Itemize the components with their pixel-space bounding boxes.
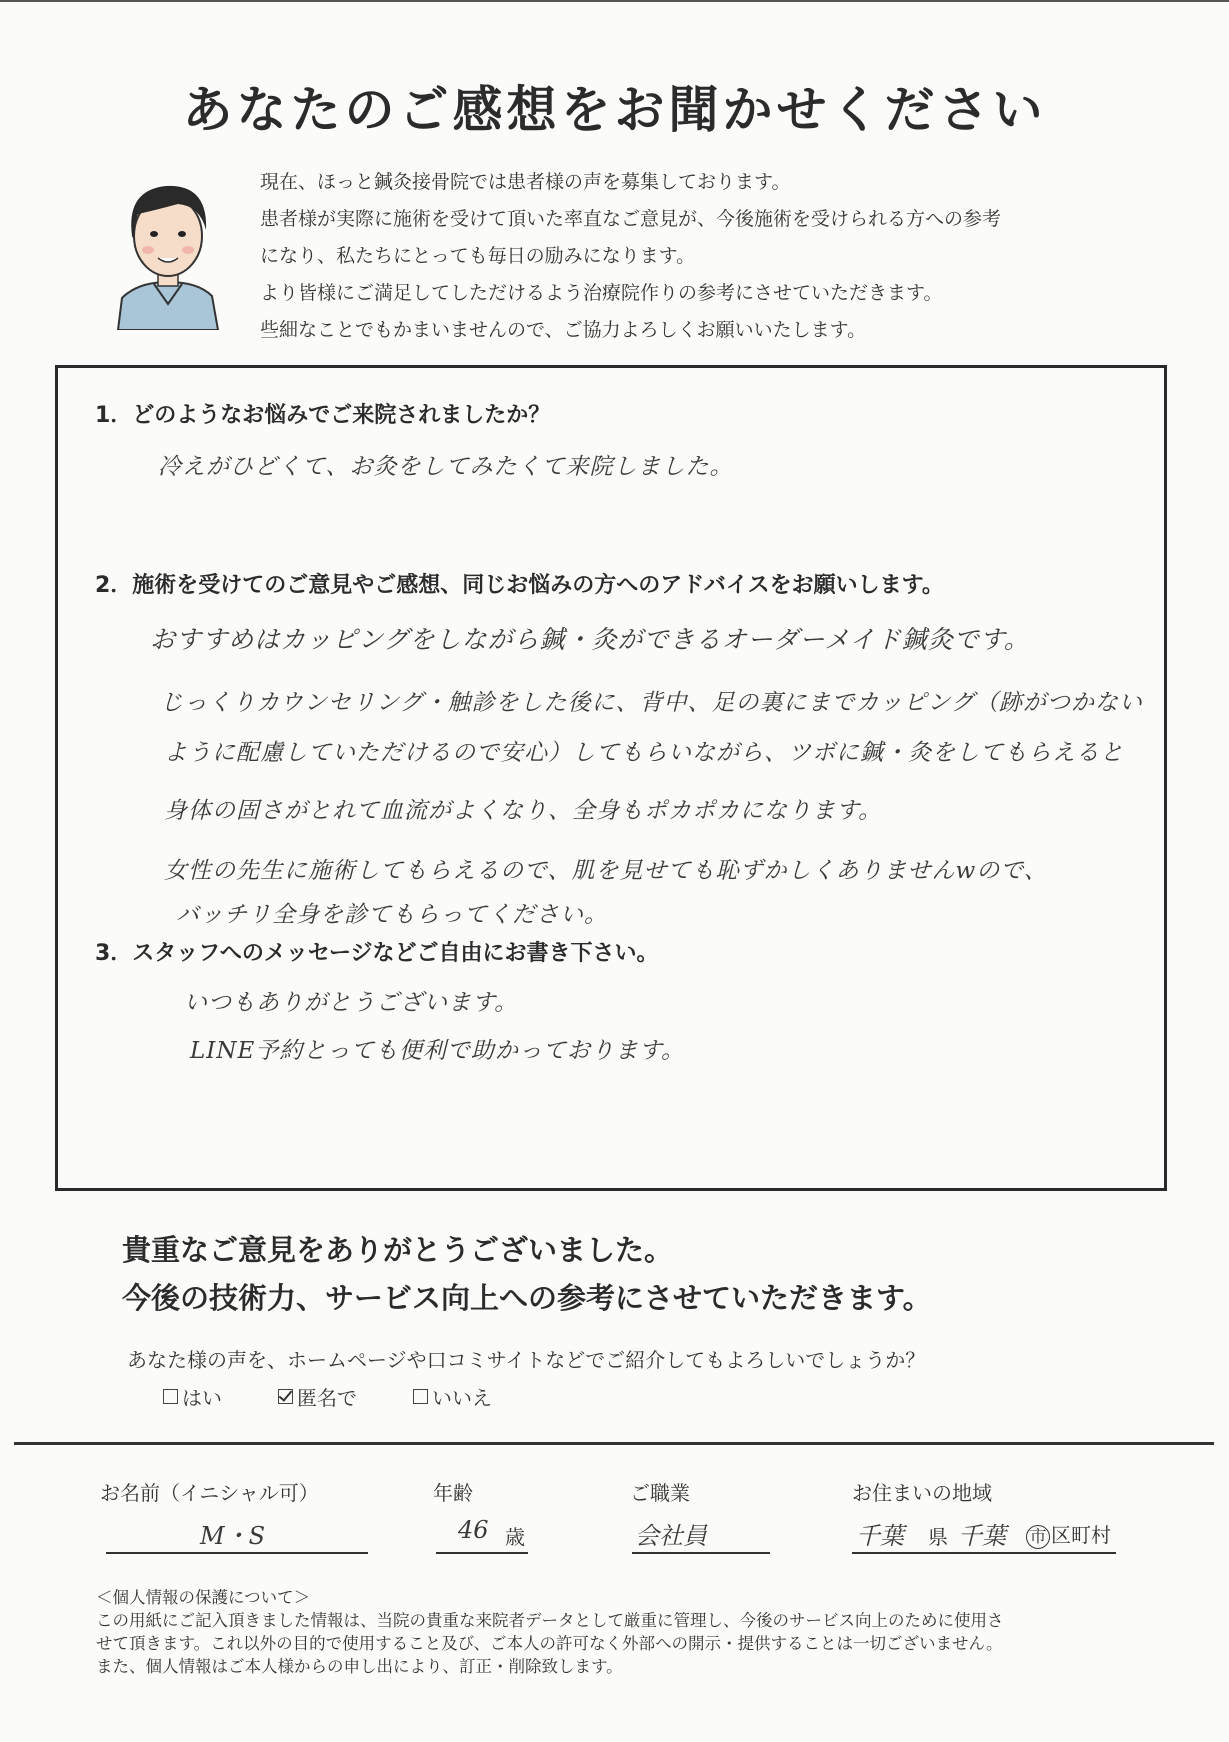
- question-2: 2．施術を受けてのご意見やご感想、同じお悩みの方へのアドバイスをお願いします。: [95, 573, 944, 598]
- answer-2-line: おすすめはカッピングをしながら鍼・灸ができるオーダーメイド鍼灸です。: [150, 625, 1030, 654]
- answer-2-line: 女性の先生に施術してもらえるので、肌を見せても恥ずかしくありませんwので、: [164, 858, 1048, 884]
- questions-box: [55, 365, 1167, 1191]
- intro-line: 些細なことでもかまいませんので、ご協力よろしくお願いいたします。: [260, 319, 867, 341]
- consent-option-label: 匿名で: [297, 1386, 357, 1410]
- checkbox-icon[interactable]: [163, 1389, 178, 1404]
- thanks-line: 貴重なご意見をありがとうございました。: [122, 1233, 674, 1267]
- consent-question: あなた様の声を、ホームページや口コミサイトなどでご紹介してもよろしいでしょうか？: [127, 1348, 926, 1372]
- area-label: お住まいの地域: [852, 1481, 992, 1505]
- intro-line: より皆様にご満足してしただけるよう治療院作りの参考にさせていただきます。: [260, 282, 943, 304]
- age-unit: 歳: [505, 1525, 525, 1549]
- staff-avatar-icon: [108, 170, 228, 330]
- intro-line: 患者様が実際に施術を受けて頂いた率直なご意見が、今後施術を受けられる方への参考: [260, 208, 1002, 230]
- intro-text: [260, 164, 1160, 349]
- consent-option-label: いいえ: [432, 1386, 492, 1410]
- answer-1-line: 冷えがひどくて、お灸をしてみたくて来院しました。: [158, 454, 734, 480]
- answer-3-line: LINE予約とっても便利で助かっております。: [190, 1038, 685, 1064]
- question-3: 3．スタッフへのメッセージなどご自由にお書き下さい。: [95, 941, 659, 966]
- city-field[interactable]: 千葉: [958, 1522, 1006, 1550]
- consent-option-label: はい: [182, 1386, 222, 1410]
- answer-2-line: じっくりカウンセリング・触診をした後に、背中、足の裏にまでカッピング（跡がつかない: [160, 690, 1143, 716]
- answer-2-line: バッチリ全身を診てもらってください。: [176, 902, 608, 928]
- answer-2-line: ように配慮していただけるので安心）してもらいながら、ツボに鍼・灸をしてもらえると: [164, 740, 1124, 766]
- prefecture-unit: 県: [928, 1525, 948, 1549]
- intro-line: になり、私たちにとっても毎日の励みになります。: [260, 245, 696, 267]
- name-label: お名前（イニシャル可）: [100, 1481, 319, 1505]
- age-label: 年齢: [433, 1481, 473, 1505]
- privacy-line: せて頂きます。これ以外の目的で使用すること及び、ご本人の許可なく外部への開示・提供することは一切ございません。: [96, 1634, 1003, 1653]
- top-edge-line: [0, 0, 1229, 2]
- privacy-heading: ＜個人情報の保護について＞: [96, 1588, 311, 1607]
- privacy-line: また、個人情報はご本人様からの申し出により、訂正・削除致します。: [96, 1657, 623, 1676]
- question-1: 1．どのようなお悩みでご来院されましたか？: [95, 403, 551, 428]
- name-field[interactable]: M・S: [200, 1522, 266, 1550]
- job-underline: [632, 1552, 770, 1554]
- prefecture-field[interactable]: 千葉: [856, 1522, 904, 1550]
- checkbox-checked-icon[interactable]: [278, 1389, 293, 1404]
- city-type-selected[interactable]: 市: [1026, 1525, 1050, 1549]
- consent-option-yes[interactable]: [163, 1382, 222, 1411]
- section-divider: [14, 1442, 1214, 1445]
- answer-2-line: 身体の固さがとれて血流がよくなり、全身もポカポカになります。: [164, 798, 883, 824]
- city-type: [1026, 1519, 1111, 1549]
- consent-option-anonymous[interactable]: [278, 1382, 357, 1411]
- intro-line: 現在、ほっと鍼灸接骨院では患者様の声を募集しております。: [260, 171, 791, 193]
- consent-option-no[interactable]: [413, 1382, 492, 1411]
- job-field[interactable]: 会社員: [635, 1522, 707, 1550]
- area-underline: [852, 1552, 1116, 1554]
- checkbox-icon[interactable]: [413, 1389, 428, 1404]
- privacy-line: この用紙にご記入頂きました情報は、当院の貴重な来院者データとして厳重に管理し、今後のサービス向上のために使用さ: [96, 1611, 1004, 1630]
- name-underline: [106, 1552, 368, 1554]
- privacy-notice: [96, 1586, 1206, 1678]
- job-label: ご職業: [630, 1481, 690, 1505]
- page-title: あなたのご感想をお聞かせください: [182, 81, 1047, 139]
- age-underline: [436, 1552, 528, 1554]
- answer-3-line: いつもありがとうございます。: [184, 990, 519, 1016]
- age-field[interactable]: 46: [458, 1516, 489, 1544]
- thanks-line: 今後の技術力、サービス向上への参考にさせていただきます。: [122, 1281, 932, 1315]
- city-type-rest: 区町村: [1051, 1523, 1111, 1547]
